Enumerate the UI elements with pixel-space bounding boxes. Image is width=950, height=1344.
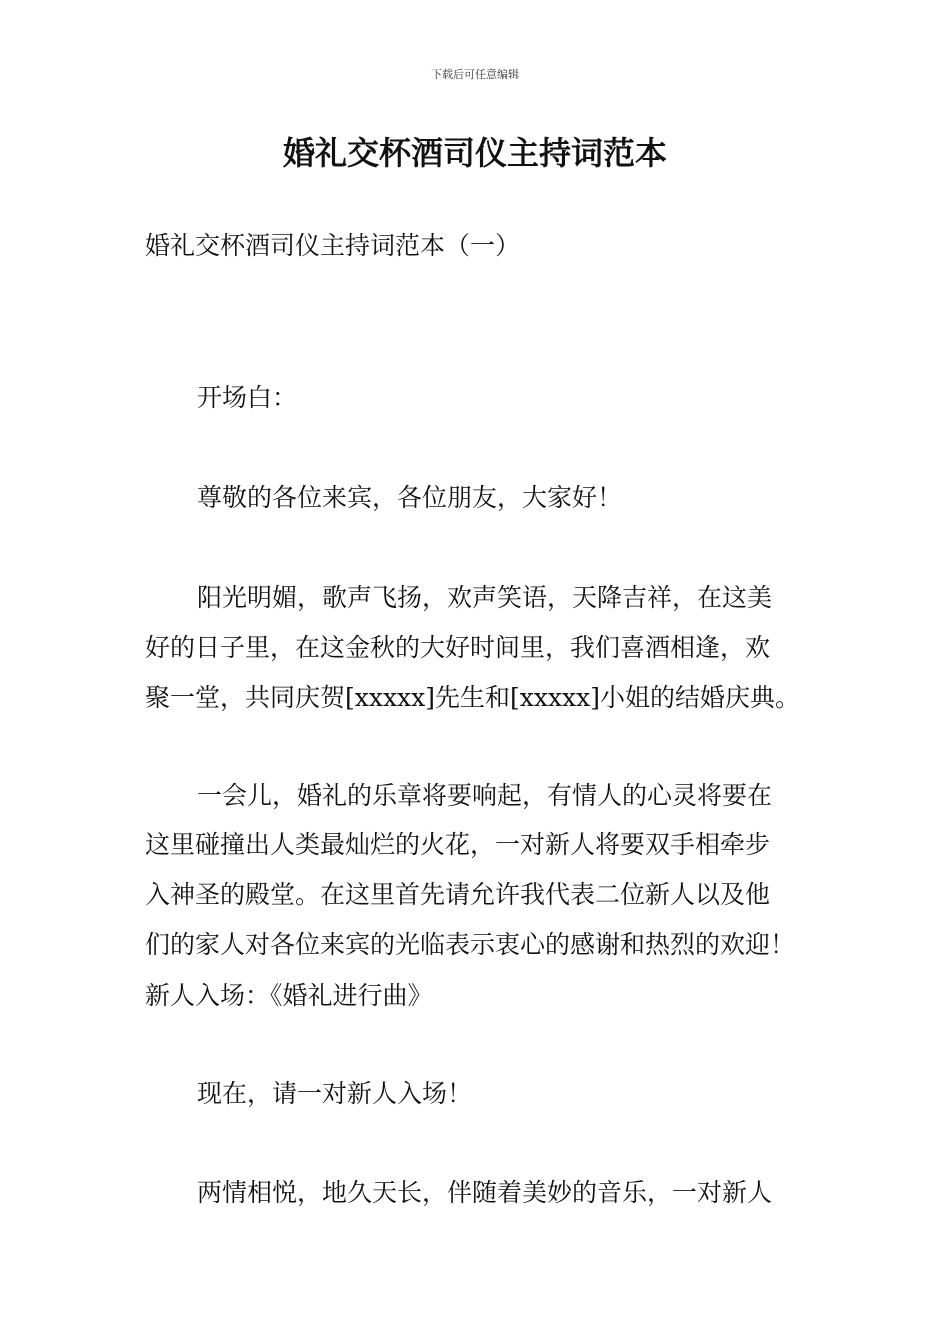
paragraph-line: 聚一堂，共同庆贺[xxxxx]先生和[xxxxx]小姐的结婚庆典。 bbox=[145, 683, 801, 712]
paragraph-line: 入神圣的殿堂。在这里首先请允许我代表二位新人以及他 bbox=[145, 880, 771, 909]
header-note: 下载后可任意编辑 bbox=[431, 68, 519, 81]
paragraph-line: 阳光明媚，歌声飞扬，欢声笑语，天降吉祥，在这美 bbox=[197, 583, 773, 612]
paragraph-greeting: 尊敬的各位来宾，各位朋友，大家好！ bbox=[197, 483, 623, 512]
paragraph-line: 这里碰撞出人类最灿烂的火花，一对新人将要双手相牵步 bbox=[145, 830, 771, 859]
paragraph-line: 好的日子里，在这金秋的大好时间里，我们喜酒相逢，欢 bbox=[145, 633, 771, 662]
paragraph-entrance: 现在，请一对新人入场！ bbox=[197, 1079, 473, 1108]
paragraph-opening-label: 开场白： bbox=[197, 383, 298, 412]
paragraph-continuation: 两情相悦，地久天长，伴随着美妙的音乐，一对新人 bbox=[197, 1178, 773, 1207]
paragraph-line: 们的家人对各位来宾的光临表示衷心的感谢和热烈的欢迎！ bbox=[145, 930, 796, 959]
paragraph-line: 新人入场：《婚礼进行曲》 bbox=[145, 981, 433, 1010]
paragraph-line: 一会儿，婚礼的乐章将要响起，有情人的心灵将要在 bbox=[197, 781, 773, 810]
section-heading: 婚礼交杯酒司仪主持词范本（一） bbox=[145, 231, 521, 260]
document-title: 婚礼交杯酒司仪主持词范本 bbox=[282, 134, 667, 172]
